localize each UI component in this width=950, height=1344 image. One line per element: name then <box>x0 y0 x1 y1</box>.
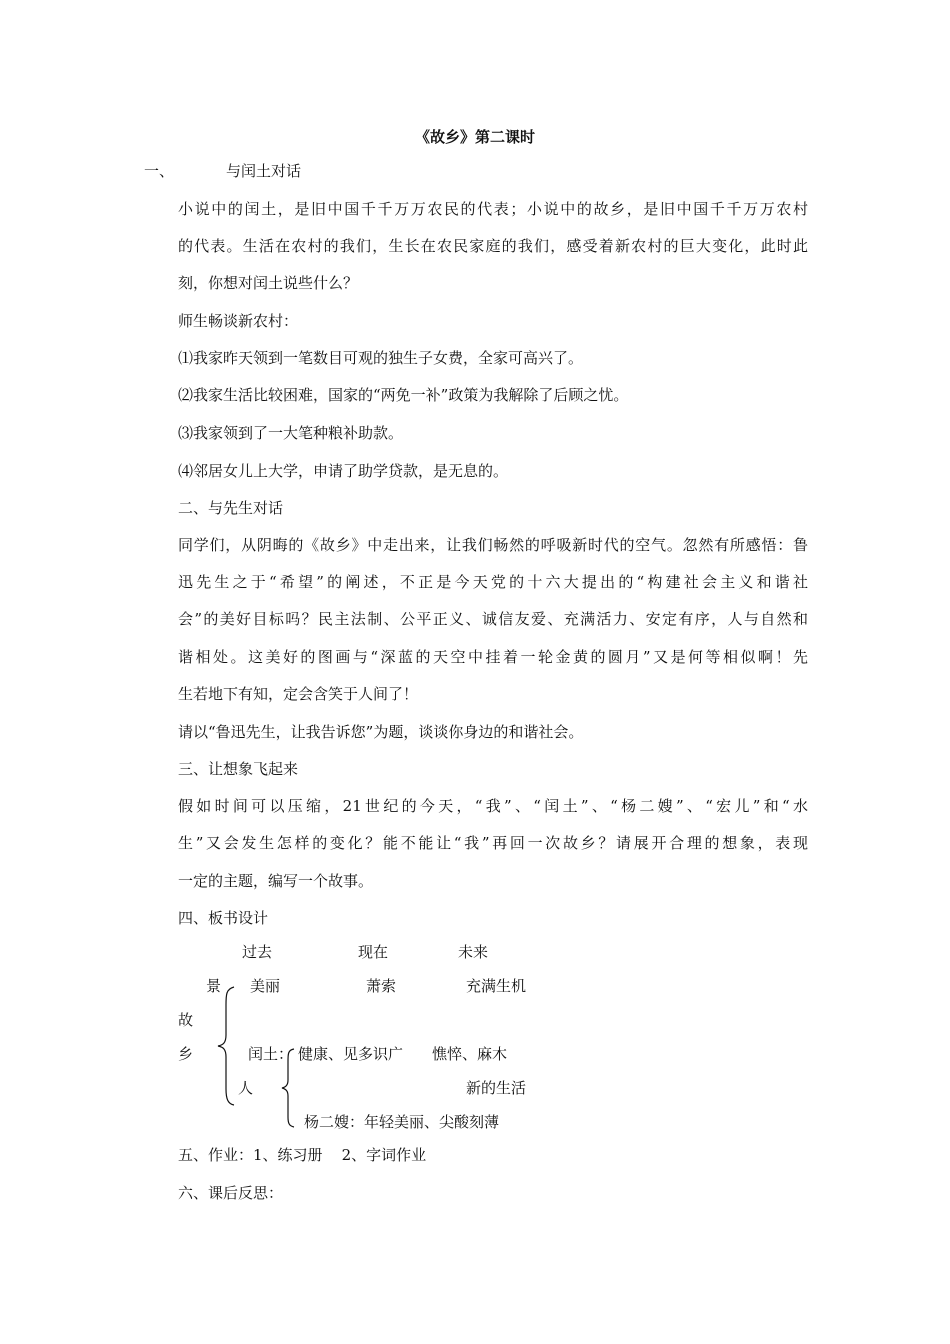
section-2-paragraph-line: 生若地下有知，定会含笑于人间了！ <box>178 685 419 703</box>
board-past-label: 过去 <box>242 943 273 961</box>
section-2-prompt: 请以“鲁迅先生，让我告诉您”为题，谈谈你身边的和谐社会。 <box>178 723 584 741</box>
page-title: 《故乡》第二课时 <box>414 128 535 146</box>
section-3-paragraph-line: 假如时间可以压缩，21世纪的今天，“我”、“闰土”、“杨二嫂”、“宏儿”和“水 <box>178 797 808 815</box>
section-1-heading: 与闰土对话 <box>226 162 302 180</box>
section-1-paragraph-line: 的代表。生活在农村的我们，生长在农民家庭的我们，感受着新农村的巨大变化，此时此 <box>178 237 808 255</box>
board-scene-present: 萧索 <box>366 977 397 995</box>
section-1-subheading: 师生畅谈新农村： <box>178 312 299 330</box>
section-2-paragraph-line: 迅先生之于“希望”的阐述，不正是今天党的十六大提出的“构建社会主义和谐社 <box>178 573 808 591</box>
section-6-reflection: 六、课后反思： <box>178 1184 284 1202</box>
section-2-heading: 二、与先生对话 <box>178 499 284 517</box>
board-runtu-present: 憔悴、麻木 <box>432 1045 508 1063</box>
section-3-paragraph-line: 生”又会发生怎样的变化？能不能让“我”再回一次故乡？请展开合理的想象，表现 <box>178 834 808 852</box>
section-3-heading: 三、让想象飞起来 <box>178 760 299 778</box>
section-1-paragraph-line: 刻，你想对闰土说些什么？ <box>178 274 359 292</box>
board-future-label: 未来 <box>458 943 489 961</box>
board-scene-future: 充满生机 <box>466 977 527 995</box>
board-hometown-char-2: 乡 <box>178 1045 194 1063</box>
section-2-paragraph-line: 谐相处。这美好的图画与“深蓝的天空中挂着一轮金黄的圆月”又是何等相似啊！先 <box>178 648 808 666</box>
section-1-number: 一、 <box>144 162 175 180</box>
list-item: ⑶我家领到了一大笔种粮补助款。 <box>178 424 404 442</box>
section-1-paragraph-line: 小说中的闰土，是旧中国千千万万农民的代表；小说中的故乡，是旧中国千千万万农村 <box>178 200 808 218</box>
board-people-label: 人 <box>238 1079 254 1097</box>
board-scene-past: 美丽 <box>250 977 281 995</box>
section-3-paragraph-line: 一定的主题，编写一个故事。 <box>178 872 374 890</box>
board-runtu-past: 健康、见多识广 <box>298 1045 404 1063</box>
list-item: ⑵我家生活比较困难，国家的“两免一补”政策为我解除了后顾之忧。 <box>178 386 629 404</box>
list-item: ⑷邻居女儿上大学，申请了助学贷款，是无息的。 <box>178 462 509 480</box>
board-inner-brace <box>280 1047 296 1129</box>
board-left-brace <box>216 985 236 1107</box>
section-4-heading: 四、板书设计 <box>178 909 269 927</box>
board-present-label: 现在 <box>358 943 389 961</box>
board-new-life: 新的生活 <box>466 1079 527 1097</box>
section-2-paragraph-line: 同学们，从阴晦的《故乡》中走出来，让我们畅然的呼吸新时代的空气。忽然有所感悟：鲁 <box>178 536 808 554</box>
section-5-homework: 五、作业：1、练习册 2、字词作业 <box>178 1146 427 1164</box>
board-runtu-label: 闰土： <box>248 1045 294 1063</box>
section-2-paragraph-line: 会”的美好目标吗？民主法制、公平正义、诚信友爱、充满活力、安定有序，人与自然和 <box>178 610 808 628</box>
board-hometown-char-1: 故 <box>178 1011 194 1029</box>
board-yang-ersao: 杨二嫂：年轻美丽、尖酸刻薄 <box>304 1113 500 1131</box>
board-scene-label: 景 <box>206 977 222 995</box>
list-item: ⑴我家昨天领到一笔数目可观的独生子女费，全家可高兴了。 <box>178 349 584 367</box>
